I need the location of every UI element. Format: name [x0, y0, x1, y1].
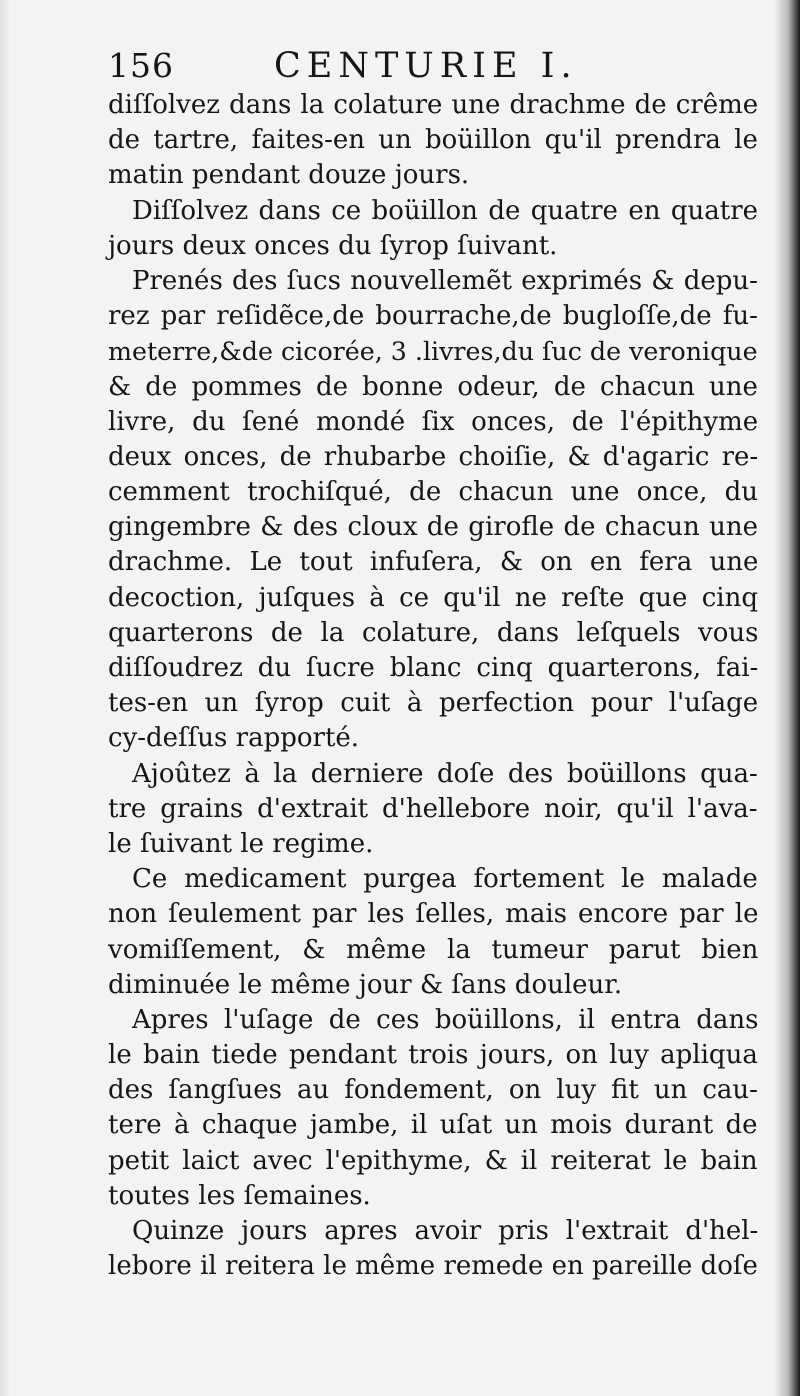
text-line: Diſſolvez dans ce boüillon de quatre en quatre — [132, 195, 759, 226]
page-header — [108, 44, 628, 88]
text-line: petit laict avec l'epithyme, & il reiterat le bain — [108, 1145, 758, 1176]
text-line: diſſolvez dans la colature une drachme de crême — [108, 90, 759, 120]
text-line: livre, du ſené mondé ſix onces, de l'épithyme — [108, 406, 759, 437]
binding-shadow — [774, 0, 800, 1396]
text-line: matin pendant douze jours. — [108, 160, 470, 191]
text-line: Ajoûtez à la derniere doſe des boüillons qua- — [132, 758, 758, 789]
text-line: Quinze jours apres avoir pris l'extrait d'hel- — [132, 1216, 759, 1246]
page-number: 156 — [108, 46, 174, 85]
text-line: tes-en un ſyrop cuit à perfection pour l'uſage — [108, 688, 759, 719]
text-line: deux onces, de rhubarbe choiſie, & d'agaric re- — [108, 441, 759, 472]
text-line: jours deux onces du ſyrop ſuivant. — [108, 230, 558, 261]
text-line: quarterons de la colature, dans leſquels vous — [108, 617, 759, 648]
text-line: Prenés des ſucs nouvellemẽt exprimés & depu- — [132, 265, 758, 296]
text-line: tre grains d'extrait d'hellebore noir, qu'il l'ava- — [108, 793, 758, 824]
text-line: diſſoudrez du ſucre blanc cinq quarterons, fai- — [108, 653, 759, 683]
text-line: le bain tiede pendant trois jours, on luy apliqua — [108, 1040, 758, 1071]
text-line: cy-deſſus rapporté. — [108, 723, 360, 754]
text-line: meterre,&de cicorée, 3 .livres,du ſuc de veronique — [108, 337, 758, 367]
text-line: rez par reſidẽce,de bourrache,de bugloſſe,de fu- — [108, 301, 758, 332]
page-edge-shading — [0, 0, 10, 1396]
text-line: le ſuivant le regime. — [108, 828, 374, 859]
text-line: Apres l'uſage de ces boüillons, il entra dans — [132, 1004, 759, 1035]
text-line: diminuée le même jour & ſans douleur. — [108, 969, 623, 1000]
text-line: drachme. Le tout infuſera, & on en fera une — [108, 547, 759, 578]
text-line: gingembre & des cloux de girofle de chacun une — [108, 512, 759, 543]
text-line: lebore il reitera le même remede en pareille doſe — [108, 1251, 758, 1282]
text-line: non ſeulement par les ſelles, mais encore par le — [108, 899, 759, 930]
text-line: de tartre, faites-en un boüillon qu'il prendra le — [108, 125, 758, 156]
text-line: tere à chaque jambe, il uſat un mois durant de — [108, 1110, 758, 1141]
text-line: des ſangſues au fondement, on luy fit un cau- — [108, 1075, 758, 1106]
running-head: CENTURIE I. — [274, 46, 578, 86]
text-line: & de pommes de bonne odeur, de chacun une — [108, 371, 758, 402]
body-text — [108, 88, 758, 1284]
text-line: cemment trochiſqué, de chacun une once, du — [108, 477, 759, 508]
text-line: Ce medicament purgea fortement le malade — [132, 864, 758, 895]
text-line: decoction, juſques à ce qu'il ne reſte que cinq — [108, 582, 758, 613]
text-line: toutes les ſemaines. — [108, 1180, 371, 1211]
text-line: vomiſſement, & même la tumeur parut bien — [108, 934, 759, 965]
